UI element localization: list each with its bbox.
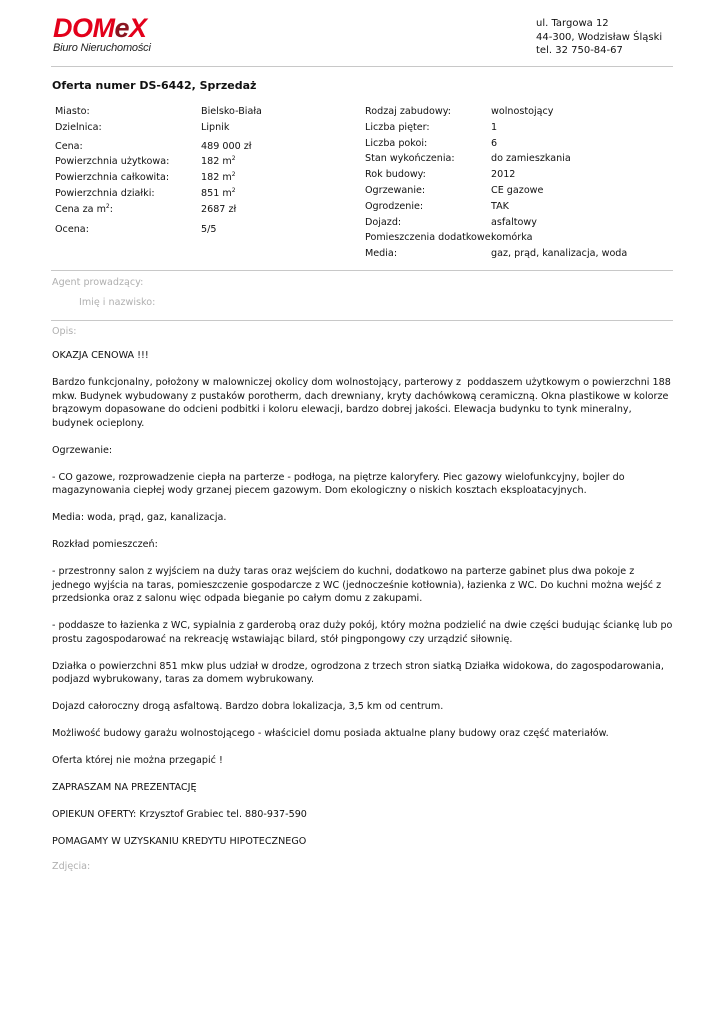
detail-row [365, 136, 627, 152]
detail-label: Dojazd: [365, 216, 402, 228]
description-paragraph: Media: woda, prąd, gaz, kanalizacja. [52, 512, 227, 523]
detail-value: wolnostojący [491, 106, 554, 117]
detail-label: Rodzaj zabudowy: [365, 106, 451, 117]
description-body [52, 349, 674, 862]
detail-label: Rok budowy: [365, 169, 426, 181]
detail-row [365, 183, 627, 199]
company-logo [53, 15, 151, 54]
detail-row-cena [55, 139, 262, 155]
detail-label: Powierzchnia użytkowa: [55, 156, 170, 168]
detail-row [365, 167, 627, 183]
detail-value: asfaltowy [491, 216, 537, 228]
detail-row-pow-uzytkowa [55, 154, 262, 170]
label-colon: : [109, 203, 113, 215]
description-paragraph: ZAPRASZAM NA PREZENTACJĘ [52, 782, 197, 793]
detail-value: CE gazowe [491, 184, 544, 196]
detail-row [365, 104, 627, 120]
detail-value: 6 [491, 137, 498, 149]
square-superscript: 2 [105, 202, 110, 210]
detail-row [365, 151, 627, 167]
logo-text-x: X [129, 13, 147, 43]
description-paragraph: Bardzo funkcjonalny, położony w malowniczej okolicy dom wolnostojący, parterowy z poddaszem użytkowym o powierzchni 188 mkw. Budynek wybudowany z pustaków porotherm, dach drewniany, kryty dachówkową ceramiczną. Okna plastikowe w kolorze brązowym dopasowane do odcieni podbitki i koloru elewacji, bardzo dobrej jakości. Elewacja budynku to tynk mineralny, budynek ocieplony. [52, 377, 674, 429]
detail-value: do zamieszkania [491, 153, 571, 165]
description-paragraph: Możliwość budowy garażu wolnostojącego - właściciel domu posiada aktualne plany budowy oraz część materiałów. [52, 728, 609, 739]
detail-value [201, 154, 236, 170]
description-paragraph: Rozkład pomieszczeń: [52, 539, 158, 550]
header-divider [51, 66, 673, 67]
detail-label: Ogrodzenie: [365, 200, 424, 212]
company-address [536, 17, 662, 58]
description-paragraph: - poddasze to łazienka z WC, sypialnia z garderobą oraz duży pokój, który można podzielić na dwie części budując ściankę lub po prostu zagospodarować na rekreację wstawiając bilard, stół pingpongowy czy urządzić siłownię. [52, 620, 676, 645]
address-phone: tel. 32 750-84-67 [536, 45, 623, 56]
area-value: 182 m [201, 172, 232, 184]
logo-subtitle: Biuro Nieruchomości [53, 42, 151, 54]
details-left [55, 104, 262, 237]
detail-value [201, 170, 236, 186]
detail-value: 489 000 zł [201, 140, 252, 152]
detail-value: TAK [491, 200, 509, 212]
detail-value: 1 [491, 121, 498, 133]
logo-text-e: e [114, 13, 130, 43]
detail-row [365, 120, 627, 136]
detail-row-ocena [55, 222, 262, 238]
detail-label: Cena: [55, 140, 83, 152]
agent-divider [51, 320, 673, 321]
detail-label: Powierzchnia działki: [55, 187, 155, 199]
detail-label: Pomieszczenia dodatkowe: [365, 232, 494, 244]
square-superscript: 2 [231, 186, 236, 194]
description-paragraph: OKAZJA CENOWA !!! [52, 350, 149, 361]
detail-label: Liczba pięter: [365, 121, 430, 133]
photos-section-label: Zdjęcia: [52, 861, 91, 872]
description-paragraph: Oferta której nie można przegapić ! [52, 755, 223, 766]
detail-value: 2012 [491, 169, 516, 181]
detail-label: Miasto: [55, 106, 90, 117]
detail-label: Media: [365, 248, 398, 260]
description-paragraph: - przestronny salon z wyjściem na duży taras oraz wejściem do kuchni, dodatkowo na parterze gabinet plus dwa pokoje z jednego wyjścia na taras, pomieszczenie gospodarcze z WC (jednocześnie kotłownia), łazienka z WC. Do kuchni można wejść z przedsionka oraz z salonu więc odpada bieganie po całym domu z zakupami. [52, 566, 665, 604]
detail-row-cena-za-m [55, 202, 262, 218]
offer-title: Oferta numer DS-6442, Sprzedaż [52, 79, 257, 92]
detail-label: Ocena: [55, 223, 89, 235]
details-right [365, 104, 627, 262]
detail-value [201, 186, 236, 202]
description-paragraph: OPIEKUN OFERTY: Krzysztof Grabiec tel. 880-937-590 [52, 809, 307, 820]
detail-label: Stan wykończenia: [365, 153, 455, 165]
description-paragraph: Ogrzewanie: [52, 444, 113, 456]
description-paragraph: Dojazd całoroczny drogą asfaltową. Bardzo dobra lokalizacja, 3,5 km od centrum. [52, 701, 444, 712]
logo-text-dom: DOM [53, 13, 115, 43]
address-street: ul. Targowa 12 [536, 18, 609, 29]
detail-value: Bielsko-Biała [201, 106, 262, 117]
description-paragraph: Działka o powierzchni 851 mkw plus udział w drodze, ogrodzona z trzech stron siatką Działka widokowa, do zagospodarowania, podjazd wybrukowany, taras za domem wybrukowany. [52, 660, 667, 685]
detail-label: Powierzchnia całkowita: [55, 172, 170, 184]
detail-label: Liczba pokoi: [365, 137, 428, 149]
detail-row [365, 246, 627, 262]
detail-value: gaz, prąd, kanalizacja, woda [491, 248, 628, 260]
detail-row-pow-dzialki [55, 186, 262, 202]
detail-label: Dzielnica: [55, 121, 102, 133]
detail-label [55, 202, 201, 218]
logo-wordmark [53, 15, 151, 42]
detail-row-miasto [55, 104, 262, 120]
agent-section-label: Agent prowadzący: [52, 277, 144, 288]
detail-row-pow-calkowita [55, 170, 262, 186]
address-city: 44-300, Wodzisław Śląski [536, 31, 663, 43]
detail-value: Lipnik [201, 121, 230, 133]
detail-value: 2687 zł [201, 203, 237, 215]
detail-row [365, 230, 627, 246]
price-per-m-label: Cena za m [55, 203, 106, 215]
square-superscript: 2 [231, 171, 236, 179]
detail-row [365, 199, 627, 215]
area-value: 182 m [201, 156, 232, 168]
description-section-label: Opis: [52, 326, 77, 337]
agent-name-label: Imię i nazwisko: [79, 297, 156, 308]
description-paragraph: POMAGAMY W UZYSKANIU KREDYTU HIPOTECZNEGO [52, 836, 307, 847]
square-superscript: 2 [231, 155, 236, 163]
detail-row-dzielnica [55, 120, 262, 136]
area-value: 851 m [201, 187, 232, 199]
detail-row [365, 215, 627, 231]
detail-value: komórka [491, 232, 533, 244]
detail-value: 5/5 [201, 223, 217, 235]
details-divider [51, 270, 673, 271]
description-paragraph: - CO gazowe, rozprowadzenie ciepła na parterze - podłoga, na piętrze kaloryfery. Piec gazowy wielofunkcyjny, bojler do magazynowania ciepłej wody grzanej piecem gazowym. Dom ekologiczny o niskich kosztach eksploatacyjnych. [52, 471, 628, 496]
detail-label: Ogrzewanie: [365, 184, 426, 196]
